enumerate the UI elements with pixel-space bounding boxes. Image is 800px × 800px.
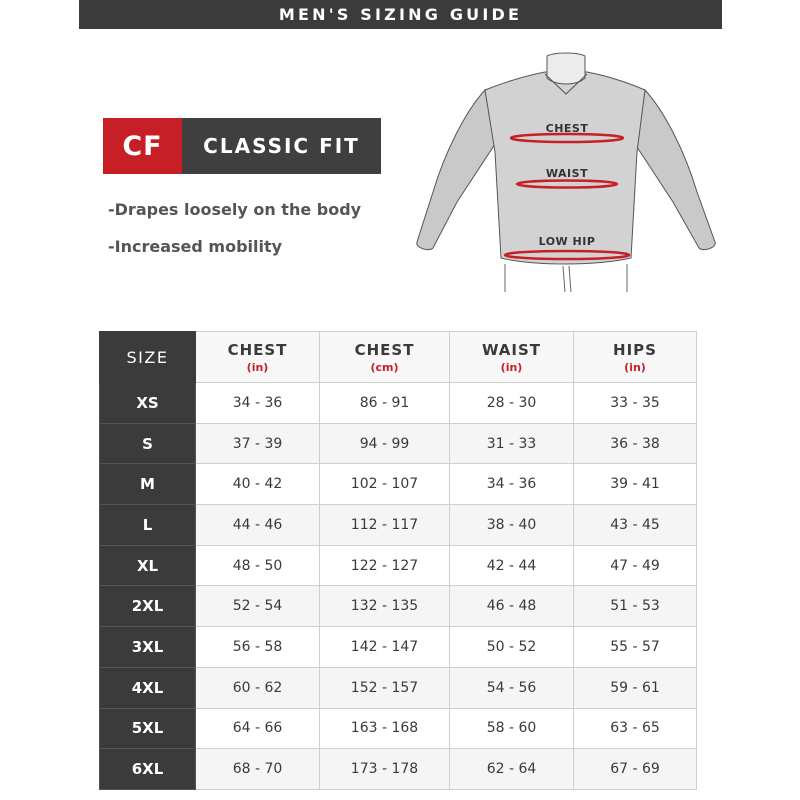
pants-outline (505, 264, 627, 292)
chest-in-value: 64 - 66 (196, 708, 320, 749)
size-label: 3XL (100, 627, 196, 668)
waist-in-value: 34 - 36 (450, 464, 574, 505)
left-sleeve (417, 90, 495, 250)
fit-feature-2: -Increased mobility (108, 237, 283, 256)
table-row (100, 505, 697, 546)
hips-in-value: 67 - 69 (574, 749, 697, 790)
waist-in-value: 54 - 56 (450, 667, 574, 708)
chest-in-value: 44 - 46 (196, 505, 320, 546)
waist-in-value: 58 - 60 (450, 708, 574, 749)
waist-in-value: 46 - 48 (450, 586, 574, 627)
column-title: CHEST (354, 340, 415, 359)
chest-in-value: 52 - 54 (196, 586, 320, 627)
hips-in-value: 55 - 57 (574, 627, 697, 668)
chest-cm-value: 112 - 117 (320, 505, 450, 546)
hips-in-value: 59 - 61 (574, 667, 697, 708)
fit-name: CLASSIC FIT (182, 118, 381, 174)
column-unit: (in) (624, 360, 646, 374)
table-row (100, 423, 697, 464)
chest-in-value: 68 - 70 (196, 749, 320, 790)
size-label: S (100, 423, 196, 464)
waist-in-value: 42 - 44 (450, 545, 574, 586)
column-header-chest-in (196, 332, 320, 383)
column-header-chest-cm (320, 332, 450, 383)
table-header-row (100, 332, 697, 383)
waist-in-value: 28 - 30 (450, 383, 574, 424)
chest-cm-value: 142 - 147 (320, 627, 450, 668)
column-title: HIPS (613, 340, 657, 359)
column-title: CHEST (227, 340, 288, 359)
chest-cm-value: 163 - 168 (320, 708, 450, 749)
size-label: XS (100, 383, 196, 424)
column-unit: (cm) (370, 360, 399, 374)
waist-in-value: 62 - 64 (450, 749, 574, 790)
chest-cm-value: 122 - 127 (320, 545, 450, 586)
size-label: 5XL (100, 708, 196, 749)
table-row (100, 464, 697, 505)
column-header-waist-in (450, 332, 574, 383)
guide-title: MEN'S SIZING GUIDE (278, 5, 523, 24)
hips-in-value: 47 - 49 (574, 545, 697, 586)
table-row (100, 708, 697, 749)
chest-in-value: 40 - 42 (196, 464, 320, 505)
chest-cm-value: 86 - 91 (320, 383, 450, 424)
chest-in-value: 56 - 58 (196, 627, 320, 668)
table-row (100, 383, 697, 424)
neck (547, 53, 585, 84)
right-sleeve (635, 90, 715, 250)
column-header-hips-in (574, 332, 697, 383)
shirt-measurement-diagram (405, 52, 725, 298)
size-label: 6XL (100, 749, 196, 790)
size-label: 2XL (100, 586, 196, 627)
size-label: 4XL (100, 667, 196, 708)
column-title: WAIST (481, 340, 542, 359)
size-label: XL (100, 545, 196, 586)
table-row (100, 586, 697, 627)
chest-label: CHEST (545, 122, 589, 135)
chest-in-value: 37 - 39 (196, 423, 320, 464)
chest-in-value: 48 - 50 (196, 545, 320, 586)
size-label: M (100, 464, 196, 505)
chest-cm-value: 132 - 135 (320, 586, 450, 627)
hips-in-value: 36 - 38 (574, 423, 697, 464)
chest-cm-value: 152 - 157 (320, 667, 450, 708)
waist-in-value: 38 - 40 (450, 505, 574, 546)
size-label: L (100, 505, 196, 546)
chest-cm-value: 102 - 107 (320, 464, 450, 505)
fit-abbreviation: CF (103, 118, 182, 174)
table-row (100, 627, 697, 668)
chest-in-value: 34 - 36 (196, 383, 320, 424)
size-column-header: SIZE (100, 332, 196, 383)
chest-cm-value: 173 - 178 (320, 749, 450, 790)
hips-in-value: 51 - 53 (574, 586, 697, 627)
waist-label: WAIST (545, 167, 589, 180)
low-hip-label: LOW HIP (538, 235, 596, 248)
fit-feature-1: -Drapes loosely on the body (108, 200, 362, 219)
chest-in-value: 60 - 62 (196, 667, 320, 708)
table-row (100, 545, 697, 586)
table-row (100, 667, 697, 708)
column-unit: (in) (246, 360, 269, 374)
hips-in-value: 43 - 45 (574, 505, 697, 546)
guide-title-banner (79, 0, 722, 29)
waist-in-value: 31 - 33 (450, 423, 574, 464)
column-unit: (in) (500, 360, 523, 374)
hips-in-value: 63 - 65 (574, 708, 697, 749)
table-row (100, 749, 697, 790)
fit-badge (103, 118, 381, 174)
chest-cm-value: 94 - 99 (320, 423, 450, 464)
hips-in-value: 33 - 35 (574, 383, 697, 424)
size-chart-table (99, 331, 697, 790)
hips-in-value: 39 - 41 (574, 464, 697, 505)
waist-in-value: 50 - 52 (450, 627, 574, 668)
